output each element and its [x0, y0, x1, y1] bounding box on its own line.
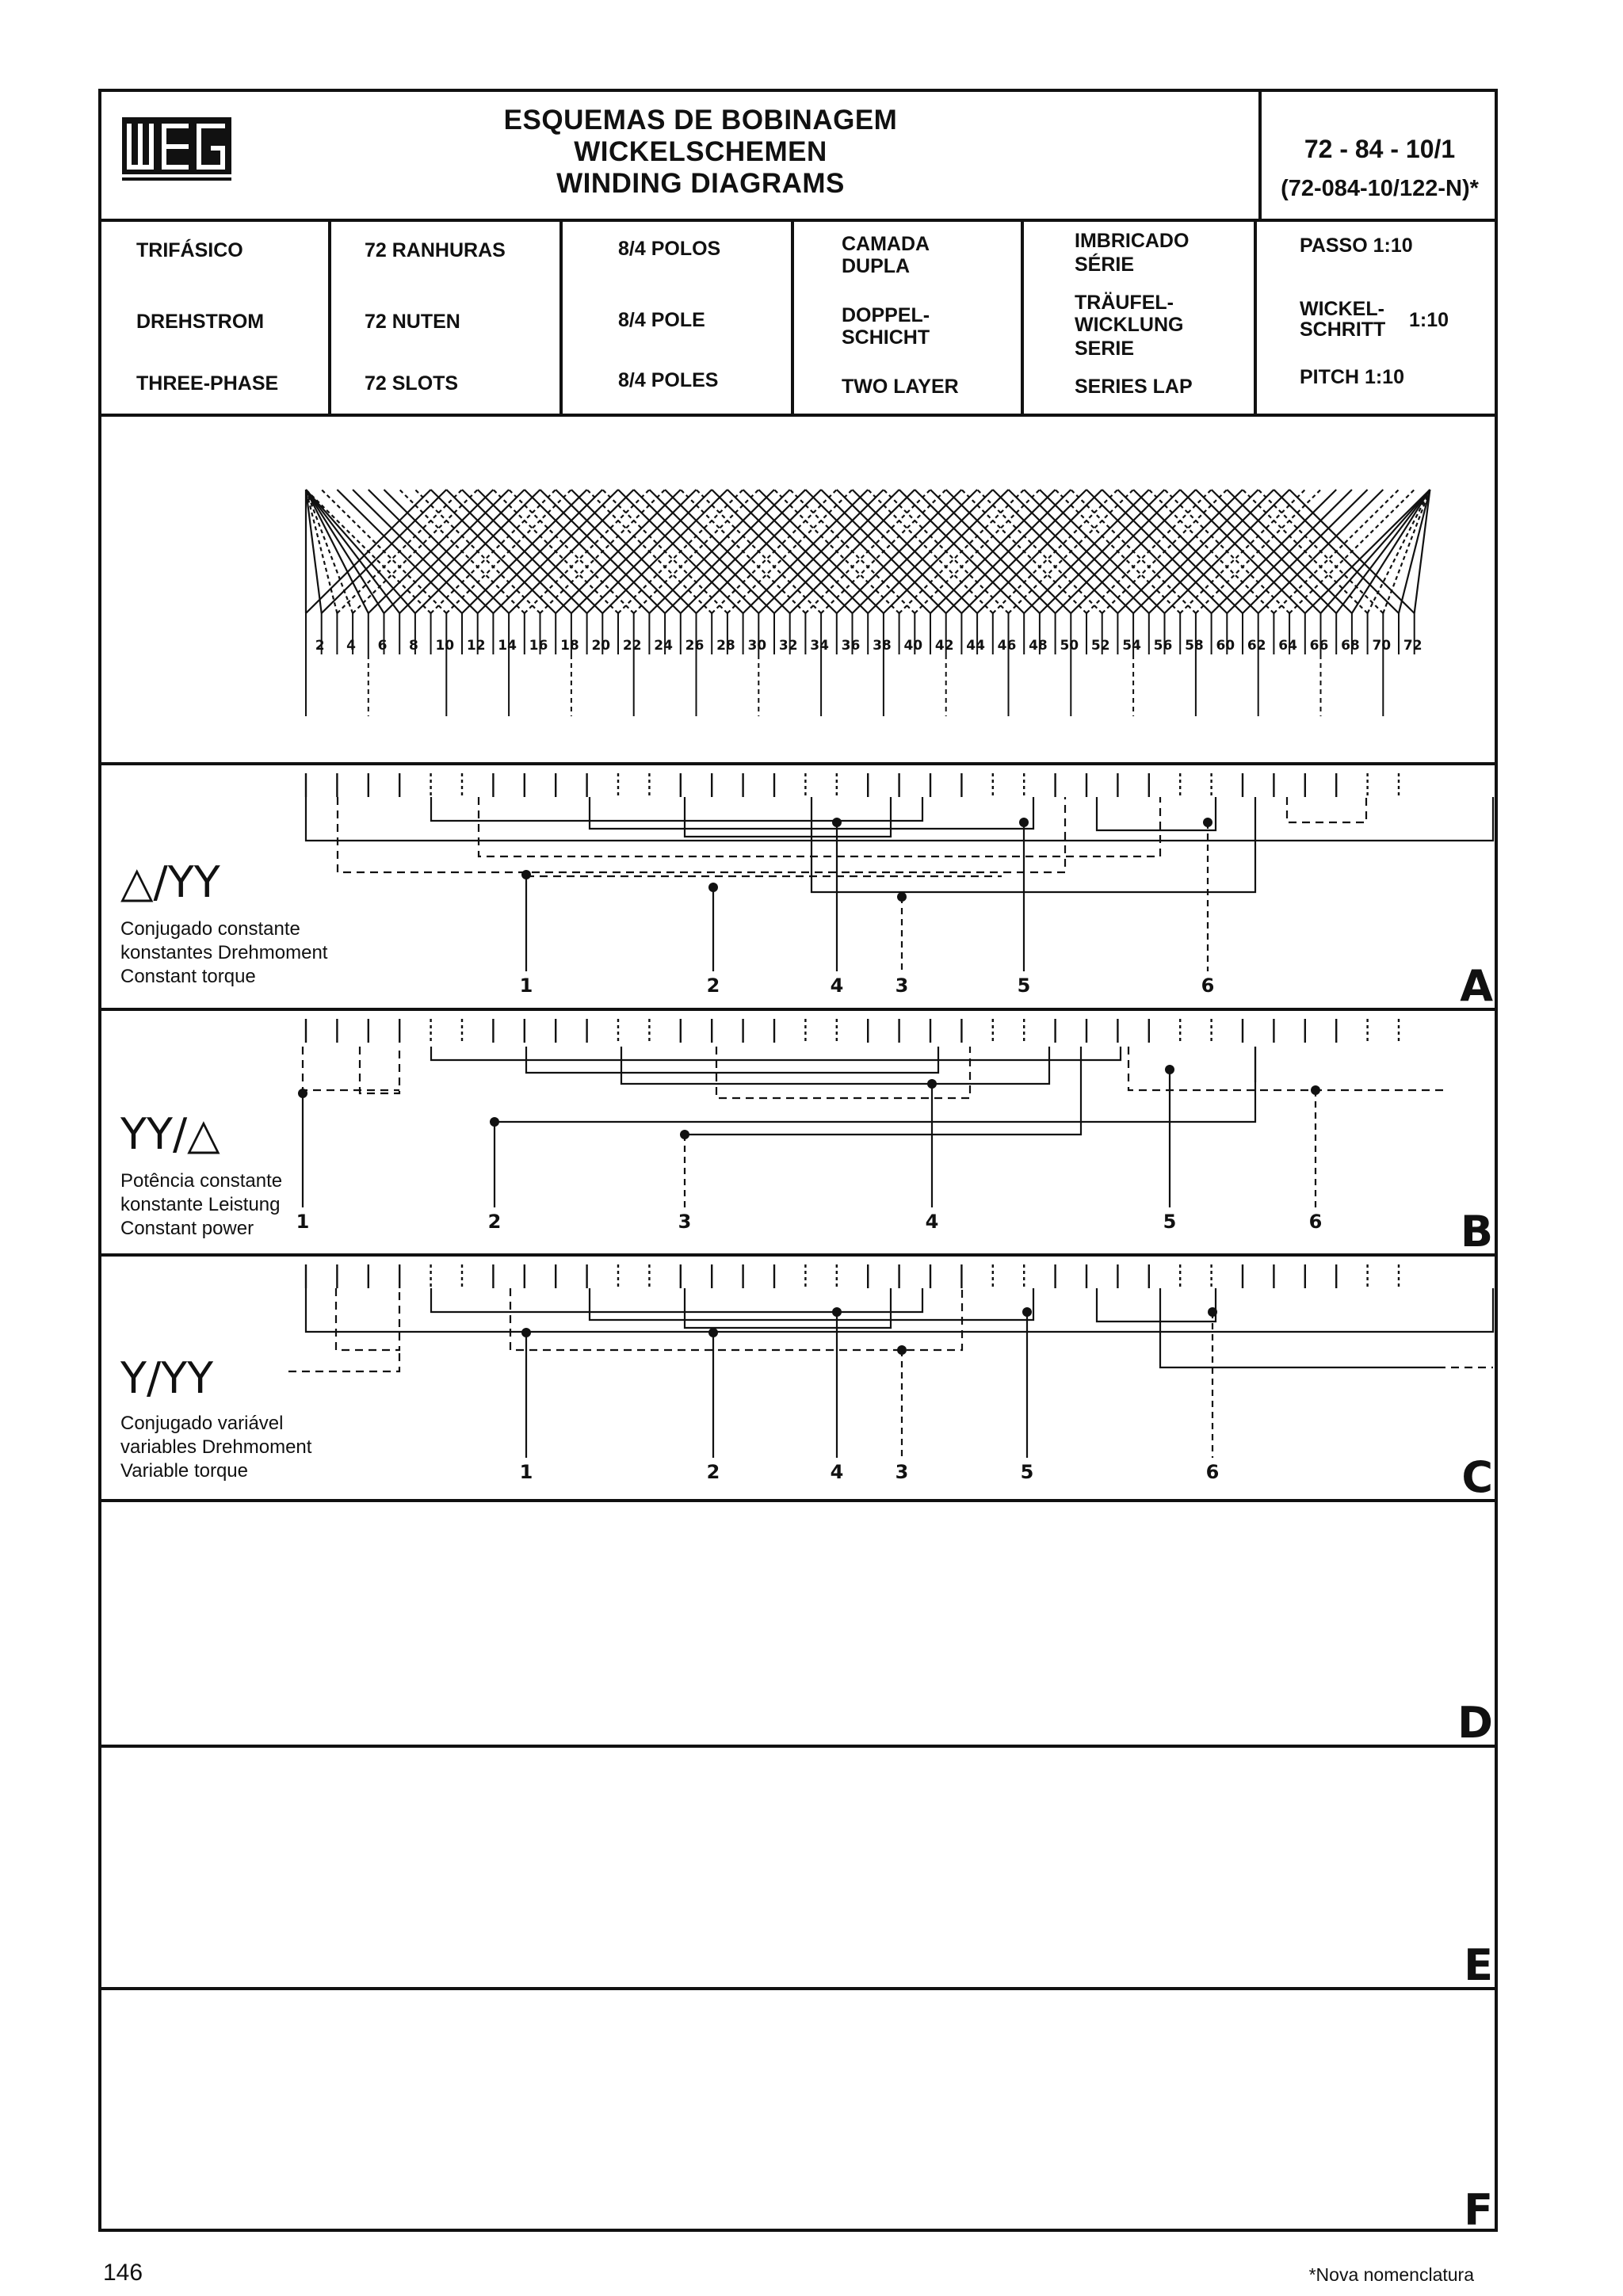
junction-dot — [680, 1130, 689, 1139]
slot-number: 6 — [377, 638, 388, 654]
spec-slots-pt: 72 RANHURAS — [365, 239, 506, 261]
slot-number: 16 — [529, 638, 548, 654]
panel-letter-e: E — [1464, 1940, 1493, 1990]
junction-dot — [832, 1307, 842, 1317]
spec-layer-de-1: DOPPEL- — [842, 304, 930, 326]
caption-a-en: Constant torque — [120, 966, 256, 987]
junction-dot — [521, 870, 531, 879]
connection-wire — [360, 1047, 399, 1093]
connection-wire — [621, 1047, 1049, 1084]
spec-phase — [98, 222, 328, 414]
junction-dot — [1208, 1307, 1217, 1317]
coil-side-forward — [1368, 490, 1430, 613]
junction-dot — [1022, 1307, 1032, 1317]
panel-b — [98, 1011, 1498, 1257]
coil-side-back — [727, 490, 853, 613]
panel-f — [98, 1990, 1498, 2235]
slot-number: 44 — [966, 638, 985, 654]
spec-phase-pt: TRIFÁSICO — [136, 239, 243, 261]
junction-dot — [1165, 1065, 1174, 1074]
slot-number: 38 — [873, 638, 892, 654]
spec-poles-pt: 8/4 POLOS — [618, 238, 721, 260]
slot-number: 46 — [997, 638, 1017, 654]
diagram-code-new: (72-084-10/122-N)* — [1281, 176, 1479, 201]
caption-b-pt: Potência constante — [120, 1170, 283, 1192]
slot-number: 66 — [1309, 638, 1329, 654]
caption-b-en: Constant power — [120, 1218, 254, 1239]
slot-number: 20 — [591, 638, 611, 654]
connection-diagram-b — [98, 1011, 1498, 1257]
header — [98, 89, 1498, 222]
title-line-pt: ESQUEMAS DE BOBINAGEM — [503, 105, 898, 135]
junction-dot — [708, 1328, 718, 1337]
slot-number: 36 — [841, 638, 861, 654]
spec-phase-en: THREE-PHASE — [136, 372, 279, 395]
title-line-de: WICKELSCHEMEN — [574, 136, 827, 167]
slot-number: 64 — [1278, 638, 1297, 654]
slot-number: 34 — [810, 638, 829, 654]
slot-number: 28 — [716, 638, 735, 654]
panel-letter-a: A — [1460, 961, 1493, 1011]
terminal-label: 3 — [895, 974, 909, 997]
terminal-label: 4 — [830, 974, 844, 997]
coil-lattice — [98, 417, 1498, 762]
spec-poles-de: 8/4 POLE — [618, 309, 705, 331]
connection-wire — [685, 1288, 891, 1328]
coil-side-back — [899, 490, 1025, 613]
caption-a-pt: Conjugado constante — [120, 918, 300, 940]
caption-c-pt: Conjugado variável — [120, 1413, 284, 1434]
spec-poles-en: 8/4 POLES — [618, 369, 719, 391]
slot-number: 32 — [778, 638, 798, 654]
coil-side-back — [306, 490, 369, 613]
connection-symbol-b: YY/△ — [120, 1109, 220, 1159]
coil-side-back — [915, 490, 1040, 613]
panel-letter-c: C — [1461, 1452, 1493, 1502]
coil-side-back — [821, 490, 946, 613]
coil-side-back — [540, 490, 666, 613]
terminal-label: 5 — [1017, 974, 1031, 997]
spec-type-de-3: SERIE — [1075, 338, 1135, 360]
slot-number: 42 — [934, 638, 954, 654]
junction-dot — [708, 883, 718, 892]
connection-wire — [685, 797, 891, 837]
terminal-label: 1 — [519, 1461, 533, 1483]
junction-dot — [897, 1345, 907, 1355]
slot-number: 10 — [435, 638, 455, 654]
spec-layer-de-2: SCHICHT — [842, 326, 930, 349]
connection-wire — [1097, 797, 1216, 830]
coil-side-back — [1289, 490, 1415, 613]
slot-number: 60 — [1216, 638, 1235, 654]
coil-side-back — [1086, 490, 1212, 613]
diagram-code: 72 - 84 - 10/1 — [1304, 135, 1456, 163]
connection-wire — [590, 1288, 1033, 1320]
junction-dot — [832, 818, 842, 827]
spec-layer — [791, 222, 1021, 414]
junction-dot — [298, 1089, 307, 1098]
junction-dot — [1311, 1085, 1320, 1095]
slot-number: 18 — [560, 638, 579, 654]
slot-number: 70 — [1372, 638, 1392, 654]
junction-dot — [1019, 818, 1029, 827]
connection-wire — [1128, 1047, 1445, 1090]
connection-wire — [336, 1288, 399, 1350]
slot-number: 22 — [622, 638, 642, 654]
slot-number: 8 — [408, 638, 418, 654]
terminal-label: 4 — [830, 1461, 844, 1483]
panel-letter-d: D — [1457, 1698, 1493, 1748]
terminal-label: 2 — [706, 1461, 720, 1483]
caption-c — [120, 1412, 311, 1483]
footnote: *Nova nomenclatura — [1308, 2264, 1474, 2285]
spec-phase-de: DREHSTROM — [136, 311, 265, 333]
spec-slots-en: 72 SLOTS — [365, 372, 459, 395]
slot-number: 40 — [903, 638, 923, 654]
junction-dot — [521, 1328, 531, 1337]
spec-layer-pt-2: DUPLA — [842, 255, 911, 277]
slot-number: 58 — [1185, 638, 1204, 654]
connection-wire — [306, 1288, 1493, 1332]
coil-side-back — [1180, 490, 1305, 613]
terminal-label: 3 — [678, 1211, 692, 1233]
slot-number: 48 — [1029, 638, 1048, 654]
slot-number: 56 — [1153, 638, 1173, 654]
slot-number: 4 — [346, 638, 357, 654]
slot-number: 30 — [747, 638, 767, 654]
terminal-label: 2 — [487, 1211, 502, 1233]
spec-layer-pt-1: CAMADA — [842, 233, 930, 255]
slot-number: 62 — [1247, 638, 1266, 654]
caption-b-de: konstante Leistung — [120, 1194, 281, 1215]
coil-side-back — [805, 490, 930, 613]
panel-d — [98, 1502, 1498, 1748]
connection-wire — [479, 797, 1160, 856]
document-title — [257, 105, 1144, 200]
terminal-label: 2 — [706, 974, 720, 997]
terminal-label: 1 — [296, 1211, 310, 1233]
coil-side-forward — [1305, 490, 1430, 613]
connection-wire — [338, 797, 1065, 872]
coil-side-back — [1102, 490, 1228, 613]
spec-type-de-1: TRÄUFEL- — [1075, 292, 1174, 314]
spec-layer-en: TWO LAYER — [842, 376, 959, 398]
terminal-label: 5 — [1020, 1461, 1034, 1483]
slot-number: 2 — [315, 638, 325, 654]
panel-letter-b: B — [1460, 1207, 1493, 1257]
coil-side-back — [1196, 490, 1321, 613]
terminal-label: 5 — [1163, 1211, 1177, 1233]
junction-dot — [1203, 818, 1212, 827]
panel-letter-f: F — [1464, 2185, 1493, 2235]
coil-side-back — [525, 490, 650, 613]
coil-side-back — [446, 490, 571, 613]
slot-number: 68 — [1341, 638, 1360, 654]
spec-pitch — [1254, 222, 1495, 414]
connection-symbol-a: △/YY — [120, 857, 220, 907]
terminal-label: 6 — [1308, 1211, 1323, 1233]
page-number: 146 — [103, 2260, 143, 2286]
slot-number: 14 — [498, 638, 517, 654]
spec-type-pt-2: SÉRIE — [1075, 254, 1135, 276]
coil-side-back — [1009, 490, 1134, 613]
panel-c — [98, 1257, 1498, 1502]
panel-a — [98, 765, 1498, 1011]
weg-logo — [122, 117, 231, 181]
terminal-label: 6 — [1201, 974, 1215, 997]
junction-dot — [897, 892, 907, 902]
connection-wire — [1160, 1288, 1438, 1367]
slot-number: 52 — [1090, 638, 1110, 654]
code-box — [1258, 89, 1498, 219]
connection-wire — [431, 1288, 922, 1312]
spec-type-en: SERIES LAP — [1075, 376, 1193, 398]
slot-number: 12 — [466, 638, 486, 654]
spec-pitch-pt: PASSO 1:10 — [1300, 235, 1413, 257]
connection-wire — [288, 1350, 399, 1371]
caption-b — [120, 1169, 282, 1241]
connection-wire — [303, 1047, 399, 1090]
junction-dot — [490, 1117, 499, 1127]
winding-diagram — [98, 417, 1498, 765]
caption-c-en: Variable torque — [120, 1460, 248, 1482]
coil-side-back — [712, 490, 837, 613]
spec-slots — [328, 222, 559, 414]
slot-number: 26 — [685, 638, 705, 654]
slot-number: 50 — [1060, 638, 1079, 654]
spec-pitch-de-2: SCHRITT — [1300, 318, 1386, 341]
terminal-label: 1 — [519, 974, 533, 997]
panel-e — [98, 1748, 1498, 1990]
connection-symbol-c: Y/YY — [120, 1353, 214, 1403]
coil-side-back — [993, 490, 1118, 613]
spec-pitch-de-1: WICKEL- — [1300, 298, 1384, 320]
coil-side-back — [618, 490, 743, 613]
caption-c-de: variables Drehmoment — [120, 1436, 312, 1458]
caption-a — [120, 917, 327, 989]
slot-number: 24 — [654, 638, 673, 654]
logo-box — [98, 89, 241, 219]
terminal-label: 4 — [925, 1211, 939, 1233]
caption-a-de: konstantes Drehmoment — [120, 942, 328, 963]
junction-dot — [927, 1079, 937, 1089]
spec-table — [98, 222, 1498, 417]
title-line-en: WINDING DIAGRAMS — [556, 168, 845, 199]
spec-poles — [559, 222, 791, 414]
spec-pitch-de-value: 1:10 — [1409, 309, 1449, 331]
spec-type-pt-1: IMBRICADO — [1075, 230, 1190, 252]
spec-type — [1021, 222, 1254, 414]
coil-side-back — [634, 490, 759, 613]
connection-wire — [1097, 1288, 1216, 1322]
connection-wire — [431, 797, 922, 821]
slot-number: 72 — [1403, 638, 1423, 654]
spec-slots-de: 72 NUTEN — [365, 311, 460, 333]
spec-pitch-en: PITCH 1:10 — [1300, 366, 1404, 388]
connection-wire — [431, 1047, 1121, 1060]
spec-type-de-2: WICKLUNG — [1075, 314, 1184, 336]
connection-wire — [1287, 797, 1366, 822]
connection-wire — [306, 797, 1493, 841]
terminal-label: 6 — [1205, 1461, 1220, 1483]
slot-number: 54 — [1122, 638, 1141, 654]
terminal-label: 3 — [895, 1461, 909, 1483]
